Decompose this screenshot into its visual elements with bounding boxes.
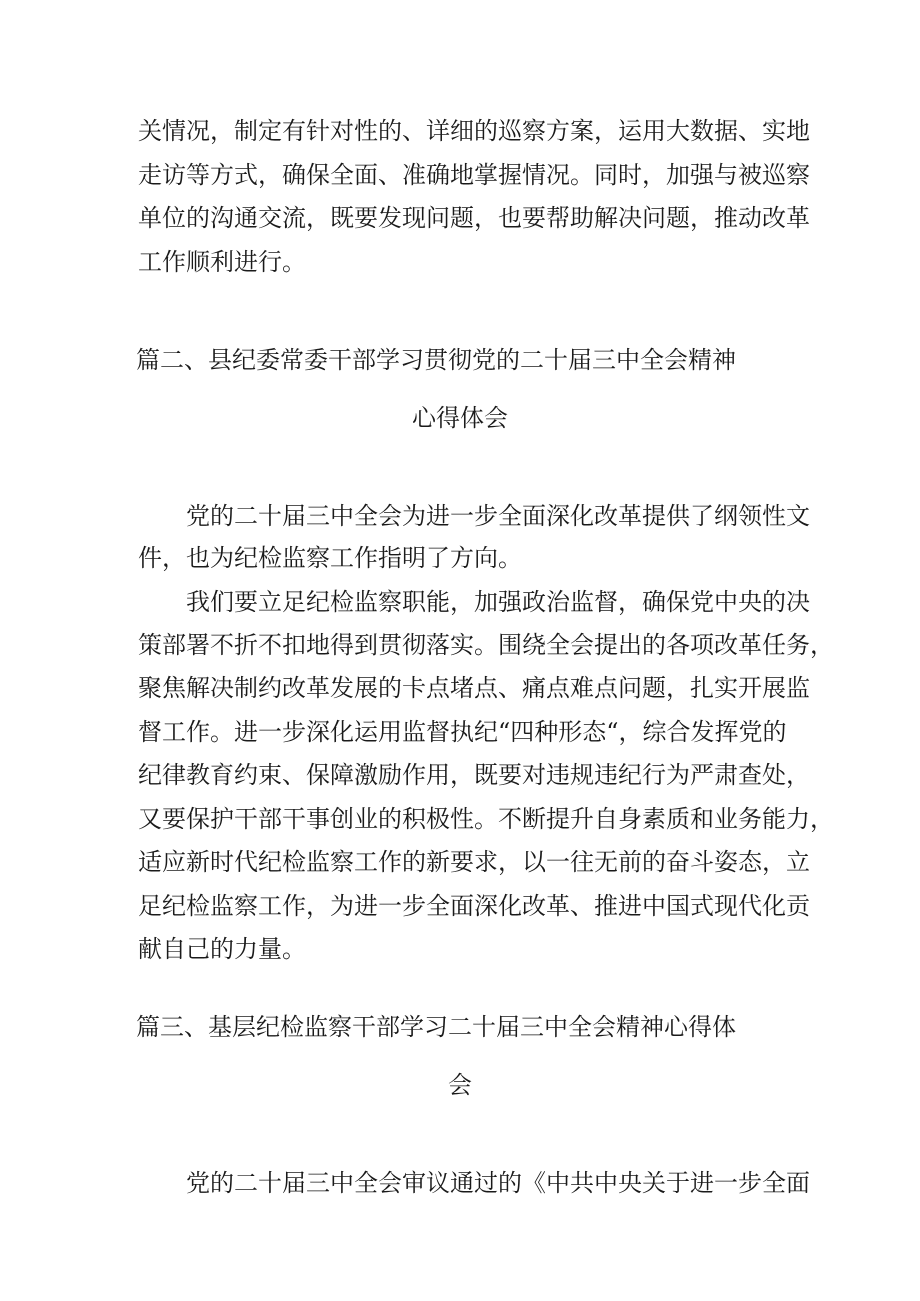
section-heading-continued: 心得体会 — [412, 404, 508, 432]
body-text-line: 纪律教育约束、保障激励作用，既要对违规违纪行为严肃查处， — [138, 761, 810, 789]
body-text-line: 足纪检监察工作，为进一步全面深化改革、推进中国式现代化贡 — [138, 892, 810, 920]
body-text-line: 走访等方式，确保全面、准确地掌握情况。同时，加强与被巡察 — [138, 161, 810, 189]
section-heading: 篇二、县纪委常委干部学习贯彻党的二十届三中全会精神 — [136, 346, 736, 374]
body-text-line: 关情况，制定有针对性的、详细的巡察方案，运用大数据、实地 — [138, 117, 810, 145]
body-text-line: 适应新时代纪检监察工作的新要求，以一往无前的奋斗姿态，立 — [138, 848, 810, 876]
section-heading: 篇三、基层纪检监察干部学习二十届三中全会精神心得体 — [136, 1013, 736, 1041]
body-text-line: 又要保护干部干事创业的积极性。不断提升自身素质和业务能力， — [138, 805, 834, 833]
section-heading-continued: 会 — [448, 1071, 472, 1099]
body-text-line: 策部署不折不扣地得到贯彻落实。围绕全会提出的各项改革任务， — [138, 631, 834, 659]
body-text-line: 件，也为纪检监察工作指明了方向。 — [138, 544, 522, 572]
body-text-line: 我们要立足纪检监察职能，加强政治监督，确保党中央的决 — [186, 588, 810, 616]
body-text-line: 党的二十届三中全会为进一步全面深化改革提供了纲领性文 — [186, 502, 810, 530]
body-text-line: 党的二十届三中全会审议通过的《中共中央关于进一步全面 — [186, 1169, 810, 1197]
body-text-line: 单位的沟通交流，既要发现问题，也要帮助解决问题，推动改革 — [138, 204, 810, 232]
body-text-line: 督工作。进一步深化运用监督执纪“四种形态“，综合发挥党的 — [138, 718, 787, 746]
body-text-line: 献自己的力量。 — [138, 935, 306, 963]
body-text-line: 工作顺利进行。 — [138, 248, 306, 276]
body-text-line: 聚焦解决制约改革发展的卡点堵点、痛点难点问题，扎实开展监 — [138, 674, 810, 702]
